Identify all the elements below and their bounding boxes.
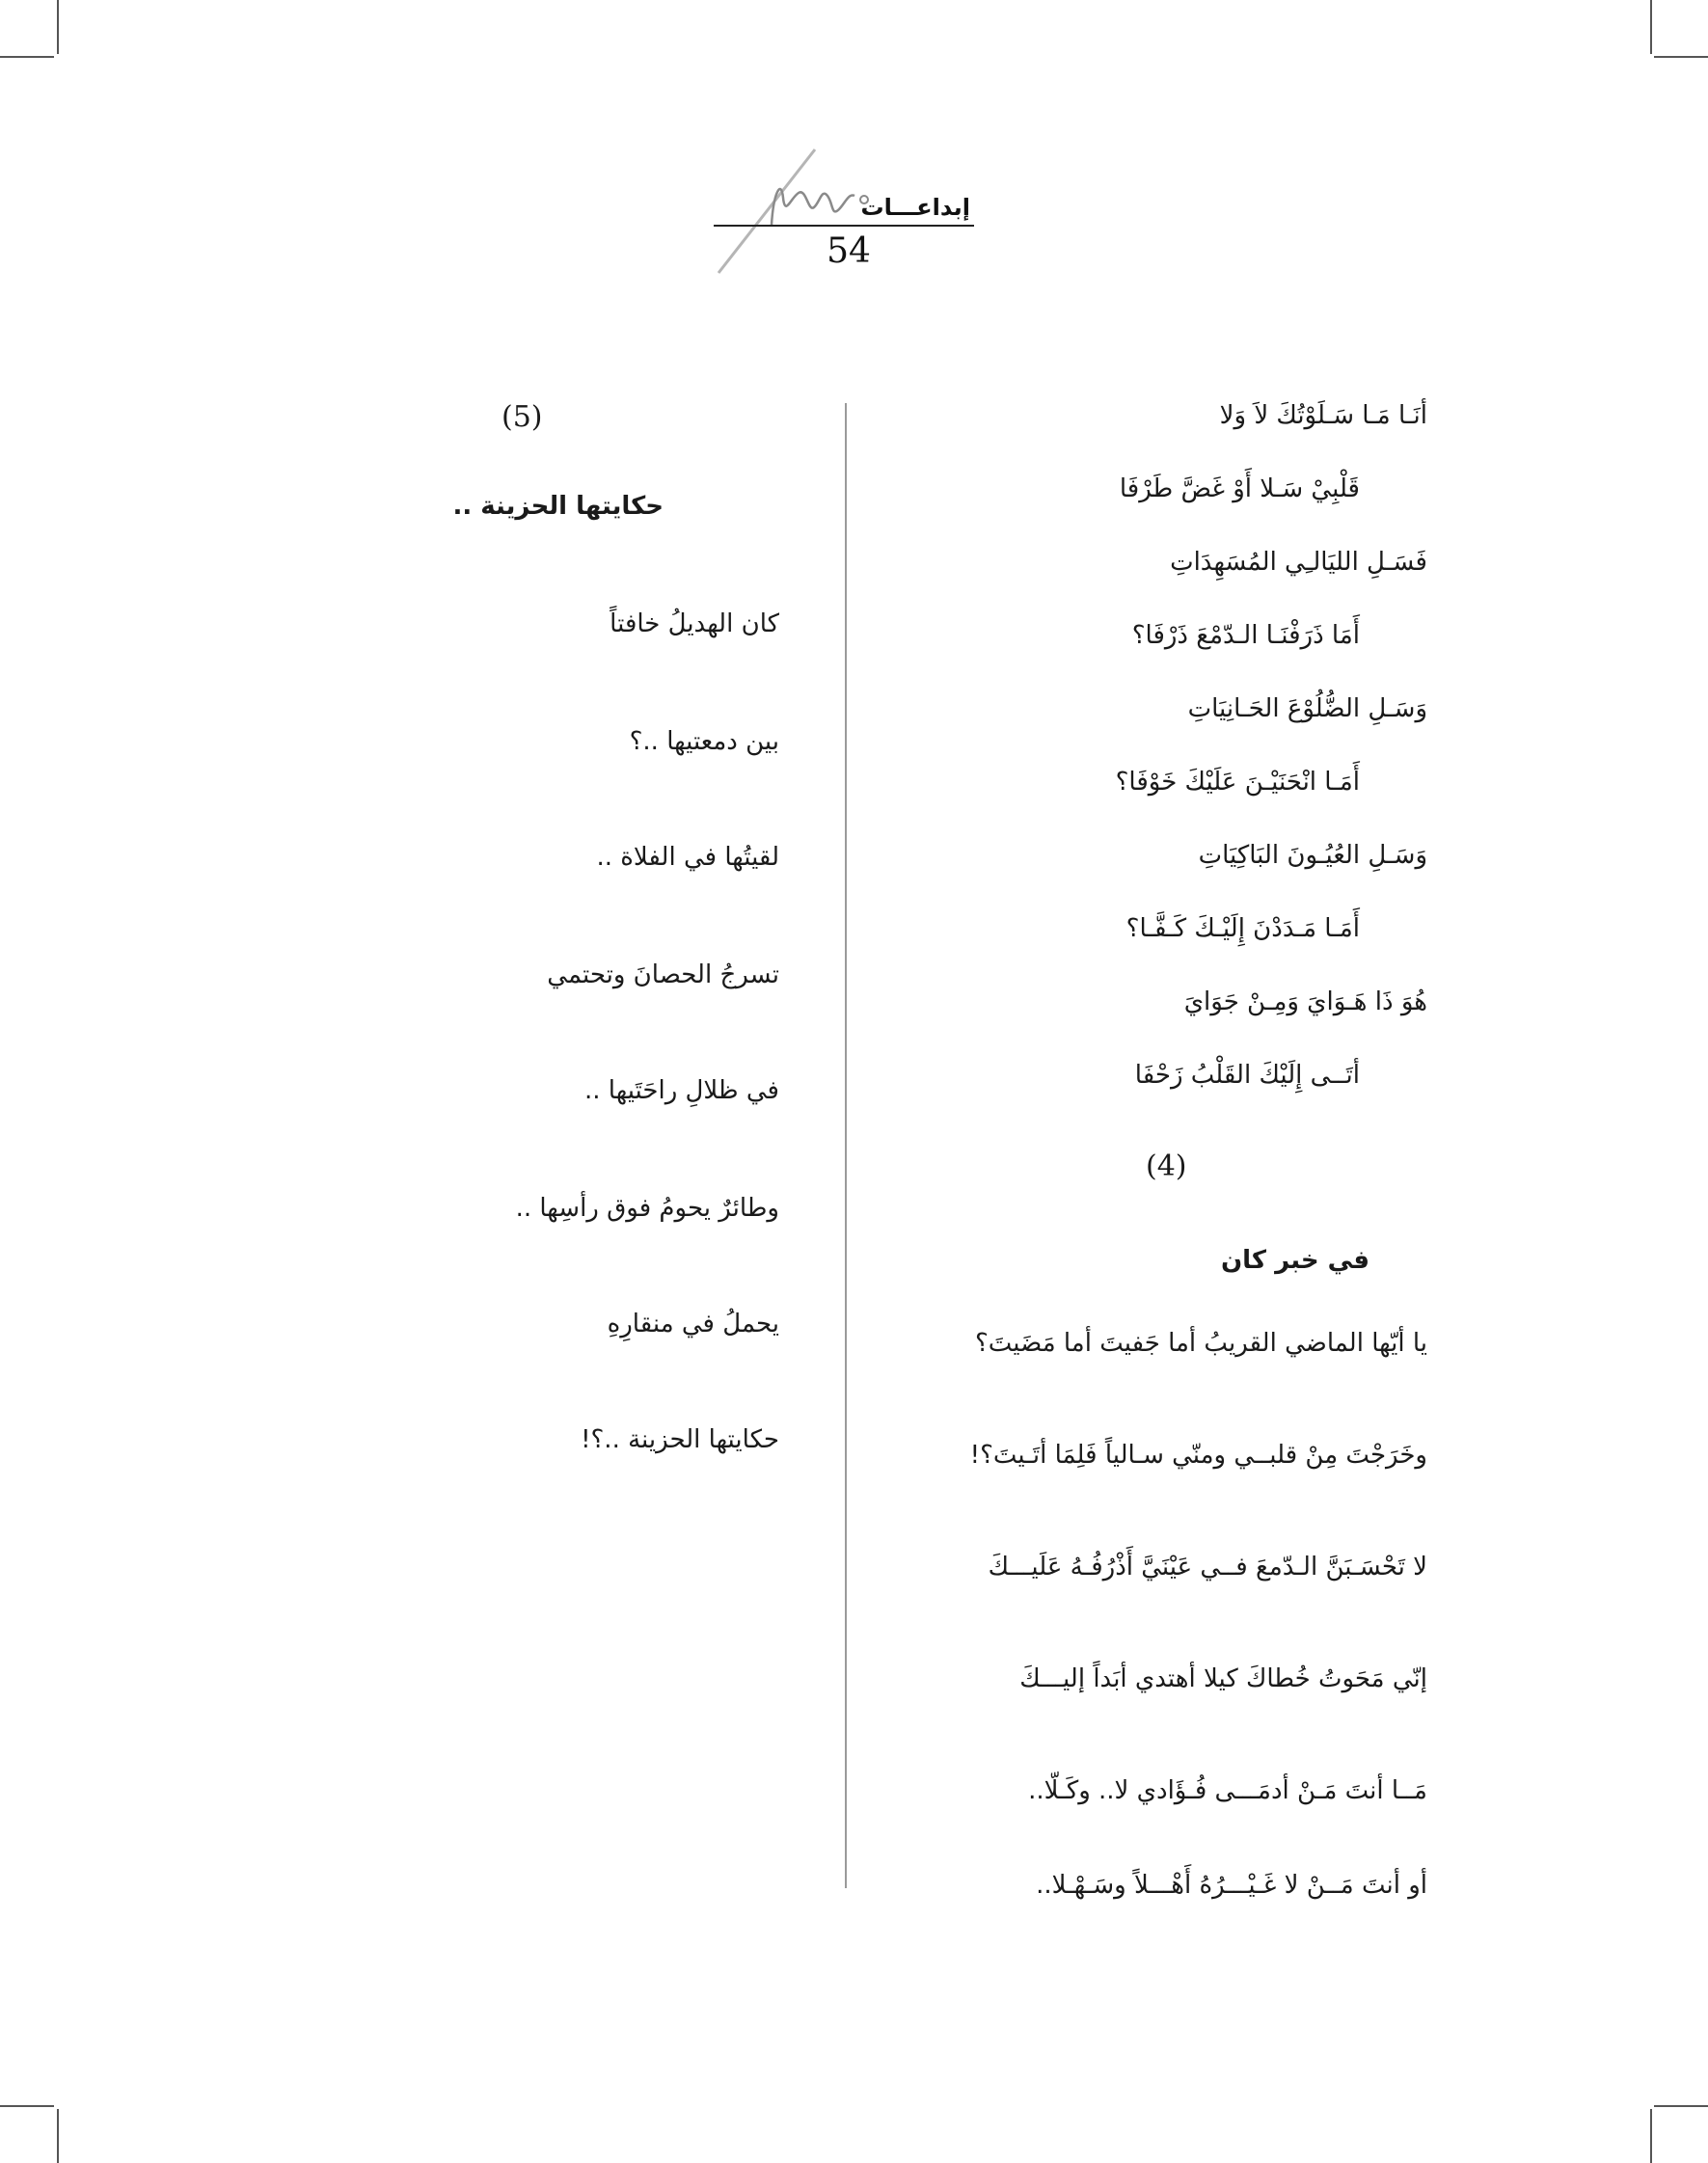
poem-line: أَمَـا مَـدَدْنَ إِلَيْـكَ كَـفَّـا؟ [1125,914,1360,943]
crop-mark [1650,2109,1652,2163]
poem-line: وَسَـلِ العُيُـونَ البَاكِيَاتِ [1198,841,1427,870]
poem-line: وَسَـلِ الضُّلُوْعَ الحَـانِيَاتِ [1187,694,1427,723]
crop-mark [57,2109,59,2163]
page-number: 54 [827,231,871,271]
crop-mark [0,56,54,58]
poem-line: فَسَـلِ الليَالـِي المُسَهِدَاتِ [1170,548,1427,577]
poem-line: أَمَا ذَرَفْنَـا الـدّمْعَ ذَرْفَا؟ [1131,621,1360,650]
verse-line: يا أيّها الماضي القريبُ أما جَفيتَ أما مَضَيتَ؟ [974,1329,1427,1358]
section-number: (4) [1146,1149,1187,1183]
verse-line: لا تَحْسَـبَنَّ الـدّمعَ فــي عَيْنَيَّ أَذْرُفُـهُ عَلَيـــكَ [988,1553,1427,1582]
crop-mark [57,0,59,54]
poem-line: حكايتها الحزينة ..؟! [581,1425,779,1454]
crop-mark [1654,56,1708,58]
verse-line: مَــا أنتَ مَـنْ أدمَـــى فُـؤَادي لا.. وكَـلّا.. [1028,1776,1427,1805]
section-label: إبداعـــات [860,194,970,221]
poem-line: أنَـا مَـا سَـلَوْتُكَ لاَ وَلا [1219,401,1427,430]
section-title: في خبر كان [1220,1246,1369,1275]
poem-line: بين دمعتيها ..؟ [629,727,779,756]
poem-line: تسرجُ الحصانَ وتحتمي [547,960,779,989]
poem-line: هُوَ ذَا هَـوَايَ وَمِـنْ جَوَايَ [1183,987,1427,1016]
section-title: حكايتها الحزينة .. [452,492,664,521]
poem-line: أتَــى إِلَيْكَ القَلْبُ زَحْفَا [1134,1061,1360,1090]
poem-line: لقيتُها في الفلاة .. [596,843,779,872]
verse-line: إنّي مَحَوتُ خُطاكَ كيلا أهتدي أبَداً إليـــكَ [1019,1664,1427,1693]
poem-line: أَمَـا انْحَنَيْـنَ عَلَيْكَ خَوْفَا؟ [1115,768,1360,797]
section-number: (5) [502,400,543,434]
crop-mark [0,2105,54,2107]
poem-line: في ظلالِ راحَتَيها .. [584,1076,779,1105]
column-divider [845,403,847,1888]
crop-mark [1654,2105,1708,2107]
poem-line: كان الهديلُ خافتاً [610,609,779,638]
poem-line: قَلْبِيْ سَـلا أَوْ غَضَّ طَرْفَا [1119,474,1360,503]
verse-line: وخَرَجْتَ مِنْ قلبــي ومنّي سـالياً فَلِمَا أتَـيتَ؟! [969,1441,1427,1470]
left-column [366,0,779,2163]
verse-line: أو أنتَ مَــنْ لا غَـيْـــرُهُ أَهْـــلاً وسَـهْـلا.. [1036,1871,1427,1900]
poem-line: وطائرٌ يحومُ فوق رأسِها .. [515,1194,779,1223]
crop-mark [1650,0,1652,54]
poem-line: يحملُ في منقارِهِ [607,1310,779,1338]
right-column [868,0,1427,2163]
